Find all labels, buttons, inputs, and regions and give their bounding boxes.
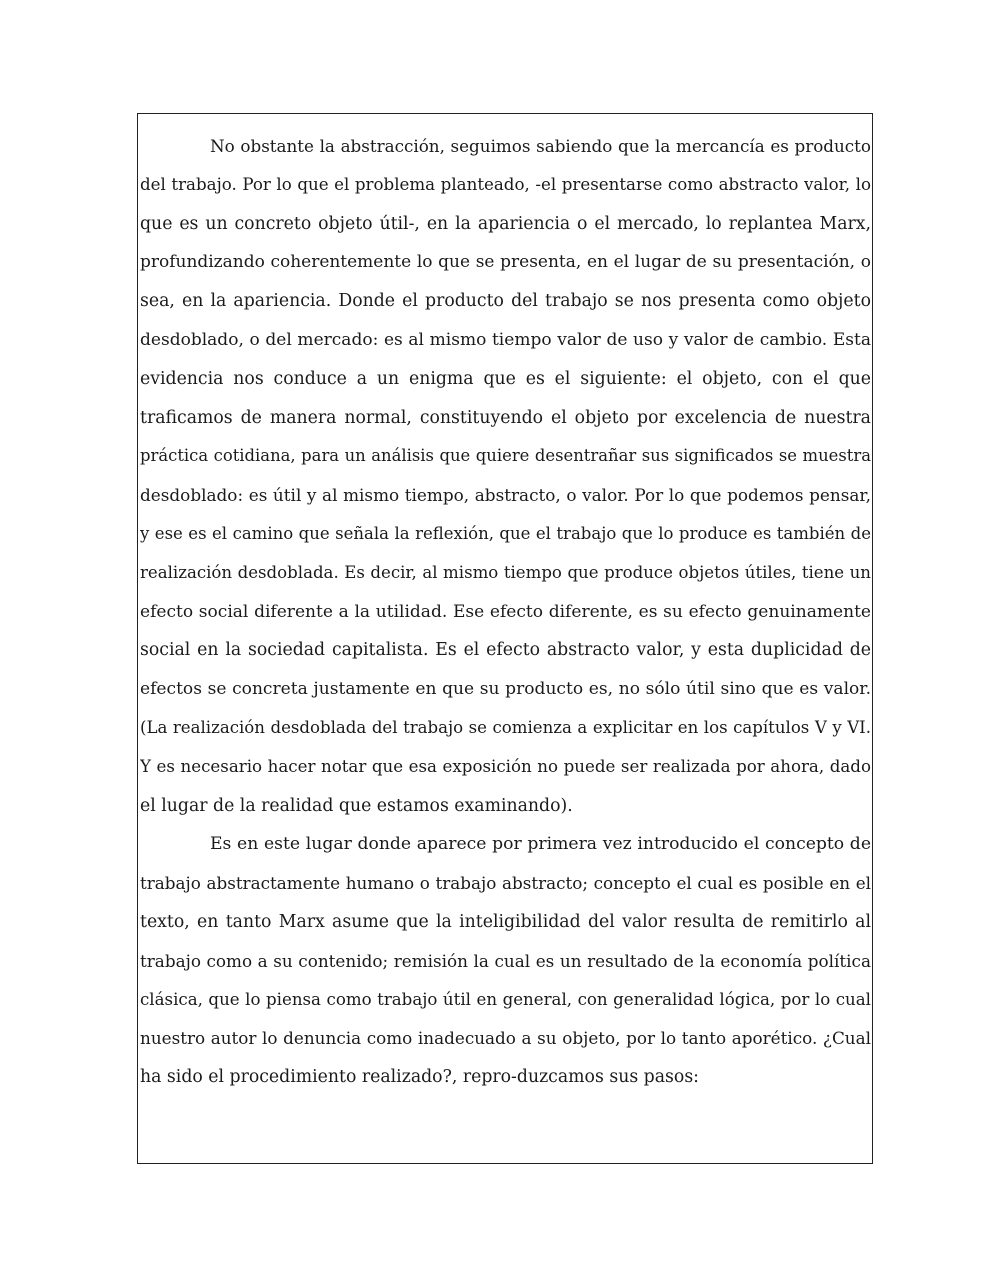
text-line: evidencia nos conduce a un enigma que es el siguiente: el objeto, con el que [140,368,871,389]
text-line: que es un concreto objeto útil-, en la apariencia o el mercado, lo replantea Marx, [140,213,871,234]
text-line: efectos se concreta justamente en que su producto es, no sólo útil sino que es valor. [140,679,871,700]
text-line: desdoblado: es útil y al mismo tiempo, abstracto, o valor. Por lo que podemos pensar, [140,485,871,506]
text-line: texto, en tanto Marx asume que la inteligibilidad del valor resulta de remitirlo al [140,911,871,932]
text-line: del trabajo. Por lo que el problema planteado, -el presentarse como abstracto valor, lo [140,174,871,194]
text-line: y ese es el camino que señala la reflexión, que el trabajo que lo produce es también de [140,523,871,543]
text-line: nuestro autor lo denuncia como inadecuado a su objeto, por lo tanto aporético. ¿Cual [140,1028,871,1049]
text-line: profundizando coherentemente lo que se presenta, en el lugar de su presentación, o [140,252,871,273]
text-line: trabajo abstractamente humano o trabajo abstracto; concepto el cual es posible en el [140,873,871,894]
text-line: Y es necesario hacer notar que esa exposición no puede ser realizada por ahora, dado [140,756,871,776]
text-line: social en la sociedad capitalista. Es el efecto abstracto valor, y esta duplicidad de [140,640,871,661]
text-line: No obstante la abstracción, seguimos sabiendo que la mercancía es producto [210,136,871,156]
text-line: Es en este lugar donde aparece por primera vez introducido el concepto de [210,834,871,855]
text-line: el lugar de la realidad que estamos examinando). [140,795,573,816]
text-line: trabajo como a su contenido; remisión la cual es un resultado de la economía política [140,950,871,971]
text-line: desdoblado, o del mercado: es al mismo tiempo valor de uso y valor de cambio. Esta [140,329,871,350]
text-line: sea, en la apariencia. Donde el producto del trabajo se nos presenta como objeto [140,291,871,312]
text-line: clásica, que lo piensa como trabajo útil en general, con generalidad lógica, por lo cual [140,989,871,1009]
text-line: ha sido el procedimiento realizado?, repro-duzcamos sus pasos: [140,1067,700,1088]
document-body [140,127,871,1097]
text-line: efecto social diferente a la utilidad. Ese efecto diferente, es su efecto genuinamente [140,601,871,622]
text-line: traficamos de manera normal, constituyendo el objeto por excelencia de nuestra [140,407,871,428]
text-line: realización desdoblada. Es decir, al mismo tiempo que produce objetos útiles, tiene un [140,562,871,582]
text-line: práctica cotidiana, para un análisis que quiere desentrañar sus significados se muestra [140,446,871,466]
paragraph-2 [140,825,871,1097]
text-line: (La realización desdoblada del trabajo se comienza a explicitar en los capítulos V y VI. [140,717,871,737]
paragraph-1 [140,127,871,825]
